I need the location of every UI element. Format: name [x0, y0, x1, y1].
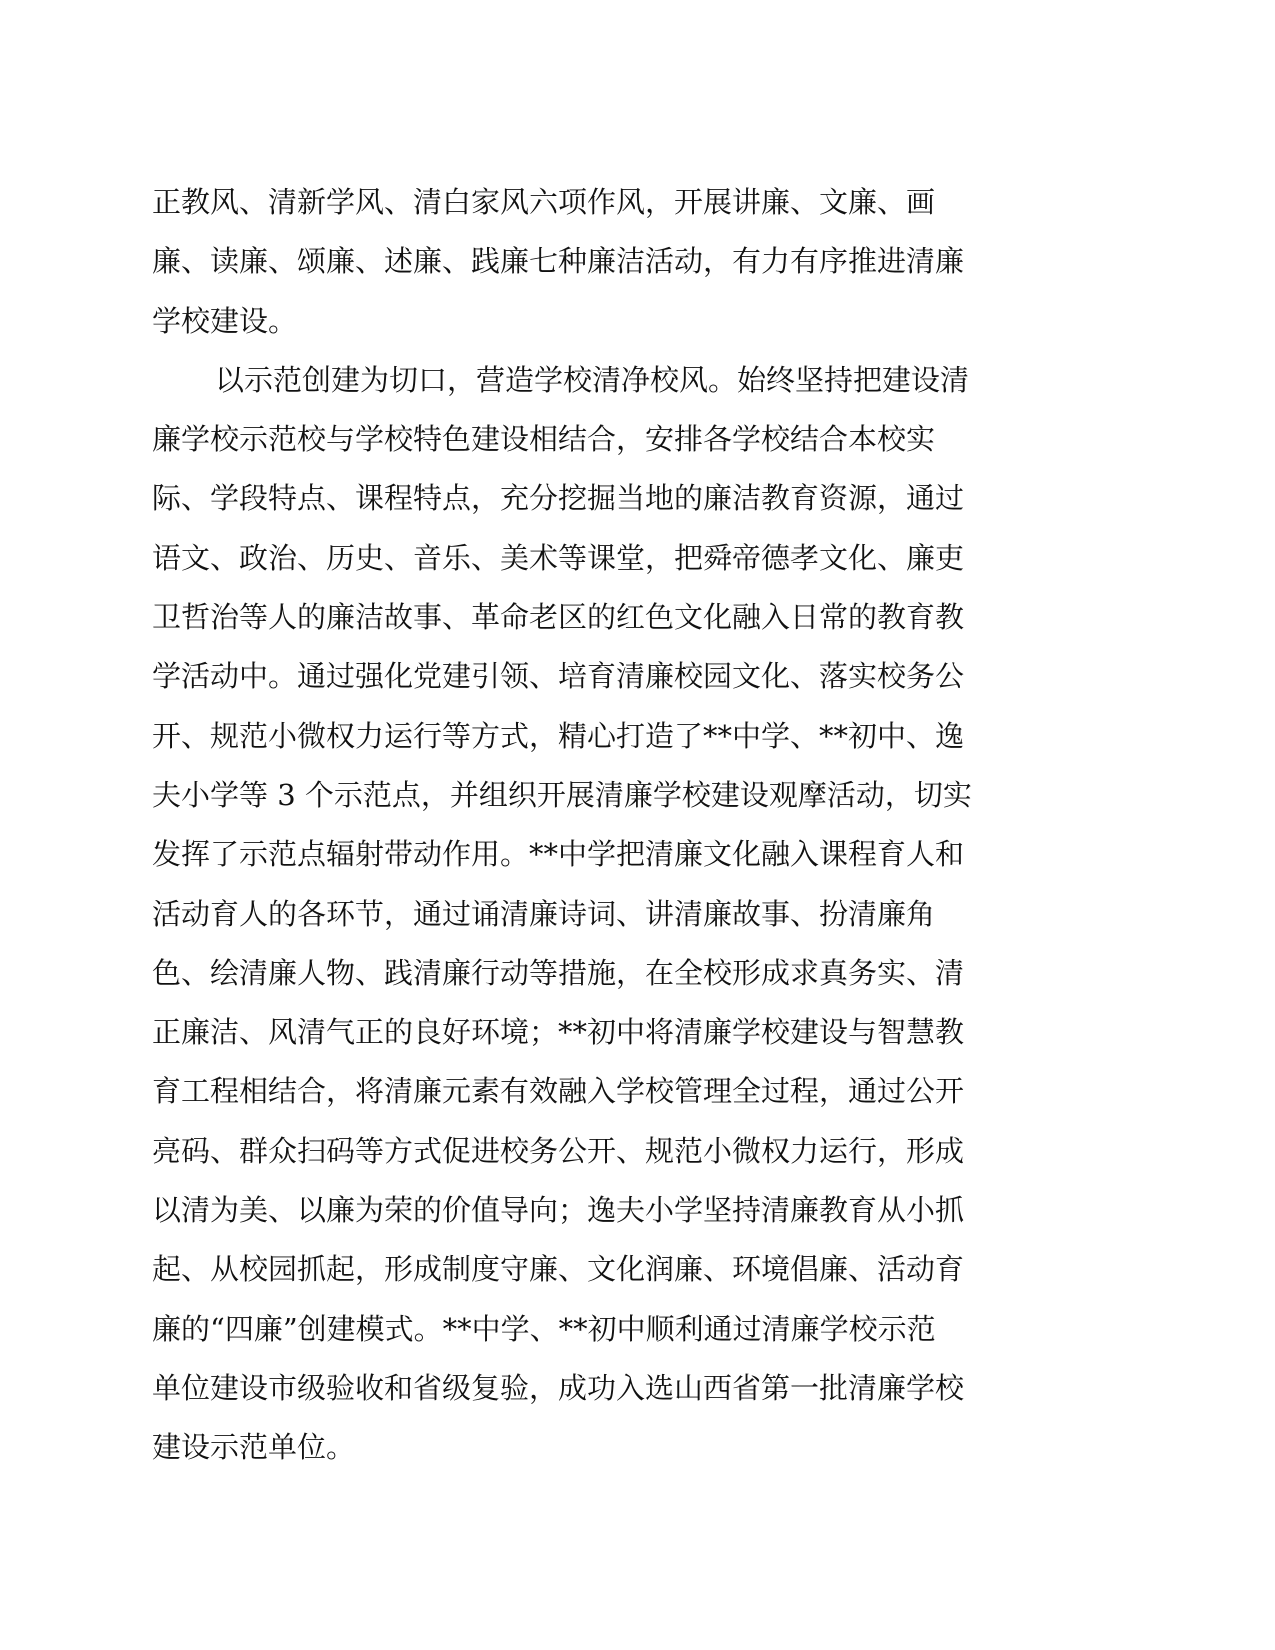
text-line: 亮码、群众扫码等方式促进校务公开、规范小微权力运行，形成: [152, 1133, 965, 1168]
text-line: 际、学段特点、课程特点，充分挖掘当地的廉洁教育资源，通过: [152, 481, 965, 516]
text-line: 以清为美、以廉为荣的价值导向；逸夫小学坚持清廉教育从小抓: [152, 1193, 965, 1228]
text-line: 廉的“四廉”创建模式。**中学、**初中顺利通过清廉学校示范: [152, 1311, 936, 1346]
text-line: 开、规范小微权力运行等方式，精心打造了**中学、**初中、逸: [152, 718, 965, 753]
body-text: [152, 180, 1072, 1485]
text-line: 学活动中。通过强化党建引领、培育清廉校园文化、落实校务公: [152, 659, 965, 694]
text-line: 廉、读廉、颂廉、述廉、践廉七种廉洁活动，有力有序推进清廉: [152, 244, 965, 279]
text-line: 起、从校园抓起，形成制度守廉、文化润廉、环境倡廉、活动育: [152, 1252, 965, 1287]
text-line: 建设示范单位。: [152, 1430, 356, 1465]
text-line: 语文、政治、历史、音乐、美术等课堂，把舜帝德孝文化、廉吏: [152, 540, 965, 575]
text-line: 卫哲治等人的廉洁故事、革命老区的红色文化融入日常的教育教: [152, 600, 965, 635]
paragraph-continuation: [152, 180, 1072, 358]
text-line: 正教风、清新学风、清白家风六项作风，开展讲廉、文廉、画: [152, 185, 936, 219]
text-line: 单位建设市级验收和省级复验，成功入选山西省第一批清廉学校: [152, 1370, 965, 1405]
text-line: 活动育人的各环节，通过诵清廉诗词、讲清廉故事、扮清廉角: [152, 896, 936, 931]
text-line: 育工程相结合，将清廉元素有效融入学校管理全过程，通过公开: [152, 1074, 965, 1109]
text-line: 廉学校示范校与学校特色建设相结合，安排各学校结合本校实: [152, 422, 936, 457]
text-line: 以示范创建为切口，营造学校清净校风。始终坚持把建设清: [215, 362, 970, 397]
text-line: 正廉洁、风清气正的良好环境；**初中将清廉学校建设与智慧教: [152, 1015, 965, 1050]
text-line: 发挥了示范点辐射带动作用。**中学把清廉文化融入课程育人和: [152, 837, 965, 872]
text-line: 夫小学等 3 个示范点，并组织开展清廉学校建设观摩活动，切实: [152, 777, 972, 812]
paragraph-demonstration: [152, 358, 1072, 1485]
text-line: 色、绘清廉人物、践清廉行动等措施，在全校形成求真务实、清: [152, 955, 965, 990]
text-line: 学校建设。: [152, 303, 298, 338]
